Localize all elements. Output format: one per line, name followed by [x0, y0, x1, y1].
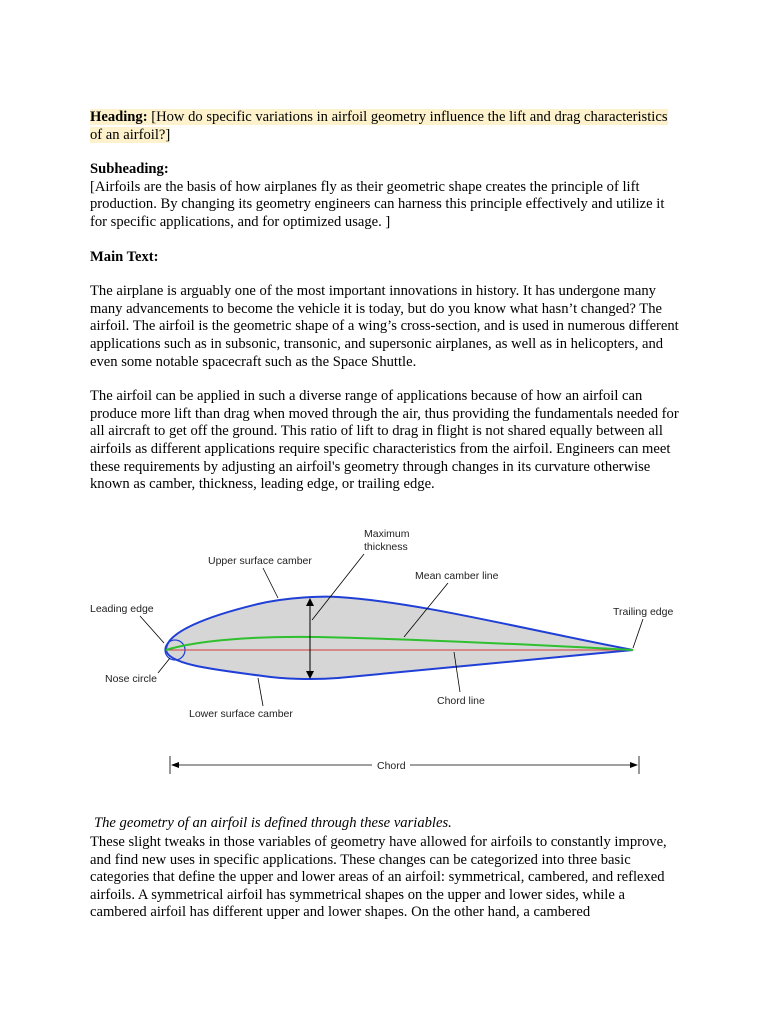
- paragraph-1: The airplane is arguably one of the most important innovations in history. It has undergone many many advancements to become the vehicle it is today, but do you know what hasn’t changed? The airfoil. The airfoil is the geometric shape of a wing’s cross-section, and is used in numerous different applications such as in subsonic, transonic, and supersonic airplanes, as well as in helicopters, and even some notable spacecraft such as the Space Shuttle.: [90, 283, 679, 370]
- subheading-block: [90, 161, 680, 231]
- label-chord-line: Chord line: [437, 695, 485, 707]
- paragraph-2: The airfoil can be applied in such a diverse range of applications because of how an airfoil can produce more lift than drag when moved through the air, thus providing the fundamentals needed for all aircraft to get off the ground. This ratio of lift to drag in flight is not shared equally between all airfoils as different applications require specific characteristics from the airfoil. Engineers can meet these requirements by adjusting an airfoil's geometry through changes in its curvature otherwise known as camber, thickness, leading edge, or trailing edge.: [90, 388, 679, 493]
- paragraph-3: These slight tweaks in those variables of geometry have allowed for airfoils to constantly improve, and find new uses in specific applications. These changes can be categorized into three basic categories that define the upper and lower areas of an airfoil: symmetrical, cambered, and reflexed airfoils. A symmetrical airfoil has symmetrical shapes on the upper and lower sides, while a cambered airfoil has different upper and lower shapes. On the other hand, a cambered: [90, 834, 667, 921]
- label-chord: Chord: [377, 760, 406, 772]
- airfoil-diagram: [88, 520, 688, 782]
- heading-block: [90, 109, 680, 144]
- airfoil-figure: [88, 520, 688, 782]
- airfoil-outline: [166, 597, 633, 679]
- label-max-thickness-2: thickness: [364, 541, 408, 553]
- subheading-text: [Airfoils are the basis of how airplanes fly as their geometric shape creates the principle of lift production. By changing its geometry engineers can harness this principle effectively and utilize it for specific applications, and for optimized usage. ]: [90, 178, 665, 230]
- heading-text: [How do specific variations in airfoil geometry influence the lift and drag characteristics of an airfoil?]: [90, 109, 668, 143]
- label-max-thickness-1: Maximum: [364, 528, 410, 540]
- label-nose-circle: Nose circle: [105, 673, 157, 685]
- subheading-label: Subheading:: [90, 161, 169, 178]
- main-text-label: Main Text:: [90, 248, 159, 265]
- document-body: [90, 109, 680, 511]
- label-lower-surface-camber: Lower surface camber: [189, 708, 293, 720]
- label-upper-surface-camber: Upper surface camber: [208, 555, 312, 567]
- heading-label: Heading:: [90, 109, 148, 125]
- label-leading-edge: Leading edge: [90, 603, 154, 615]
- label-trailing-edge: Trailing edge: [613, 606, 674, 618]
- label-mean-camber-line: Mean camber line: [415, 570, 499, 582]
- figure-caption: The geometry of an airfoil is defined through these variables.: [94, 814, 452, 831]
